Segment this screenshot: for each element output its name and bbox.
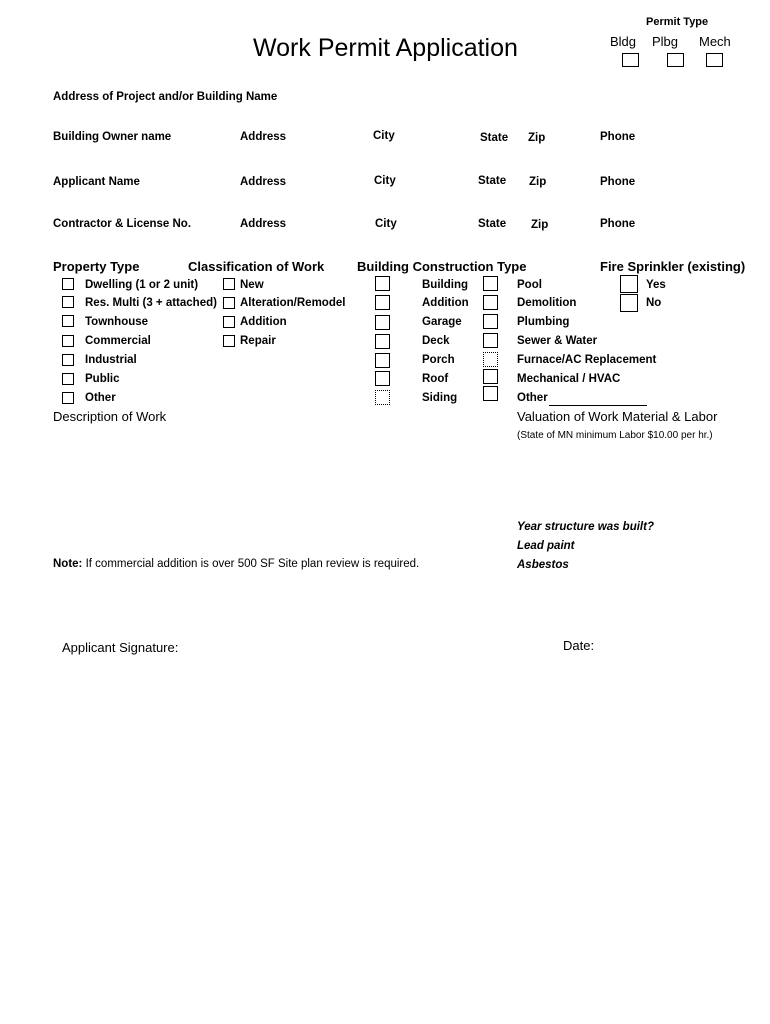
asbestos-question: Asbestos — [517, 559, 569, 571]
property-commercial-checkbox[interactable] — [62, 335, 74, 347]
class-new-label: New — [240, 279, 264, 291]
note-text: If commercial addition is over 500 SF Site plan review is required. — [82, 558, 420, 570]
property-industrial-checkbox[interactable] — [62, 354, 74, 366]
owner-zip-label: Zip — [528, 132, 546, 144]
fire-sprinkler-heading: Fire Sprinkler (existing) — [600, 259, 746, 274]
construct-demolition-checkbox[interactable] — [483, 295, 498, 310]
class-addition-checkbox[interactable] — [223, 316, 235, 328]
property-public-label: Public — [85, 373, 120, 385]
property-townhouse-checkbox[interactable] — [62, 315, 74, 327]
construct-sewer-water-label: Sewer & Water — [517, 335, 598, 347]
construct-mechanical-checkbox[interactable] — [483, 369, 498, 384]
sprinkler-no-label: No — [646, 297, 662, 309]
construct-siding-checkbox[interactable] — [375, 390, 390, 405]
applicant-phone-label: Phone — [600, 176, 636, 188]
permit-type-plbg-checkbox[interactable] — [667, 53, 684, 67]
valuation-label: Valuation of Work Material & Labor — [517, 409, 718, 424]
owner-state-label: State — [480, 132, 509, 144]
property-dwelling-checkbox[interactable] — [62, 278, 74, 290]
classification-heading: Classification of Work — [188, 259, 325, 274]
construct-demolition-label: Demolition — [517, 297, 577, 309]
class-addition-label: Addition — [240, 316, 287, 328]
class-repair-label: Repair — [240, 335, 276, 347]
owner-address-label: Address — [240, 131, 287, 143]
class-alteration-checkbox[interactable] — [223, 297, 235, 309]
property-res-multi-checkbox[interactable] — [62, 296, 74, 308]
sprinkler-no-checkbox[interactable] — [620, 294, 638, 312]
construct-garage-label: Garage — [422, 316, 462, 328]
construct-mechanical-label: Mechanical / HVAC — [517, 373, 621, 385]
owner-city-label: City — [373, 130, 395, 142]
construct-pool-checkbox[interactable] — [483, 276, 498, 291]
owner-phone-label: Phone — [600, 131, 636, 143]
class-repair-checkbox[interactable] — [223, 335, 235, 347]
construct-sewer-water-checkbox[interactable] — [483, 333, 498, 348]
property-dwelling-label: Dwelling (1 or 2 unit) — [85, 279, 199, 291]
construct-furnace-label: Furnace/AC Replacement — [517, 354, 657, 366]
construct-roof-checkbox[interactable] — [375, 371, 390, 386]
property-commercial-label: Commercial — [85, 335, 151, 347]
applicant-signature-label: Applicant Signature: — [62, 640, 179, 655]
construct-building-checkbox[interactable] — [375, 276, 390, 291]
contractor-address-label: Address — [240, 218, 287, 230]
sprinkler-yes-label: Yes — [646, 279, 666, 291]
valuation-note: (State of MN minimum Labor $10.00 per hr.) — [517, 430, 713, 441]
contractor-zip-label: Zip — [531, 219, 549, 231]
construct-addition-label: Addition — [422, 297, 469, 309]
site-plan-note — [53, 559, 419, 571]
date-label: Date: — [563, 638, 595, 653]
contractor-city-label: City — [375, 218, 397, 230]
construct-siding-label: Siding — [422, 392, 458, 404]
construct-other-underline[interactable] — [549, 405, 647, 406]
lead-paint-question: Lead paint — [517, 540, 575, 552]
property-res-multi-label: Res. Multi (3 + attached) — [85, 297, 217, 309]
construct-plumbing-checkbox[interactable] — [483, 314, 498, 329]
permit-type-bldg-label: Bldg — [610, 34, 637, 49]
property-other-label: Other — [85, 392, 116, 404]
construct-other-label: Other — [517, 392, 548, 404]
note-prefix: Note: — [53, 558, 83, 570]
construct-garage-checkbox[interactable] — [375, 315, 390, 330]
property-other-checkbox[interactable] — [62, 392, 74, 404]
construct-pool-label: Pool — [517, 279, 542, 291]
owner-name-label: Building Owner name — [53, 131, 172, 143]
construct-other-checkbox[interactable] — [483, 386, 498, 401]
construct-deck-label: Deck — [422, 335, 450, 347]
applicant-zip-label: Zip — [529, 176, 547, 188]
construct-porch-label: Porch — [422, 354, 455, 366]
property-townhouse-label: Townhouse — [85, 316, 149, 328]
applicant-address-label: Address — [240, 176, 287, 188]
permit-type-plbg-label: Plbg — [652, 34, 679, 49]
permit-type-heading: Permit Type — [646, 16, 709, 28]
permit-type-bldg-checkbox[interactable] — [622, 53, 639, 67]
construct-deck-checkbox[interactable] — [375, 334, 390, 349]
property-type-heading: Property Type — [53, 259, 140, 274]
class-new-checkbox[interactable] — [223, 278, 235, 290]
contractor-phone-label: Phone — [600, 218, 636, 230]
applicant-state-label: State — [478, 175, 507, 187]
page-title: Work Permit Application — [253, 34, 518, 62]
construct-building-label: Building — [422, 279, 468, 291]
construct-roof-label: Roof — [422, 373, 449, 385]
construct-plumbing-label: Plumbing — [517, 316, 570, 328]
class-alteration-label: Alteration/Remodel — [240, 297, 346, 309]
construct-furnace-checkbox[interactable] — [483, 352, 498, 367]
construct-addition-checkbox[interactable] — [375, 295, 390, 310]
permit-type-mech-checkbox[interactable] — [706, 53, 723, 67]
property-public-checkbox[interactable] — [62, 373, 74, 385]
applicant-name-label: Applicant Name — [53, 176, 140, 188]
construction-type-heading: Building Construction Type — [357, 259, 527, 274]
permit-type-mech-label: Mech — [699, 34, 731, 49]
contractor-state-label: State — [478, 218, 507, 230]
year-built-question: Year structure was built? — [517, 521, 654, 533]
construct-porch-checkbox[interactable] — [375, 353, 390, 368]
description-of-work-label: Description of Work — [53, 409, 167, 424]
address-heading: Address of Project and/or Building Name — [53, 91, 278, 103]
applicant-city-label: City — [374, 175, 396, 187]
sprinkler-yes-checkbox[interactable] — [620, 275, 638, 293]
property-industrial-label: Industrial — [85, 354, 137, 366]
contractor-license-label: Contractor & License No. — [53, 218, 192, 230]
